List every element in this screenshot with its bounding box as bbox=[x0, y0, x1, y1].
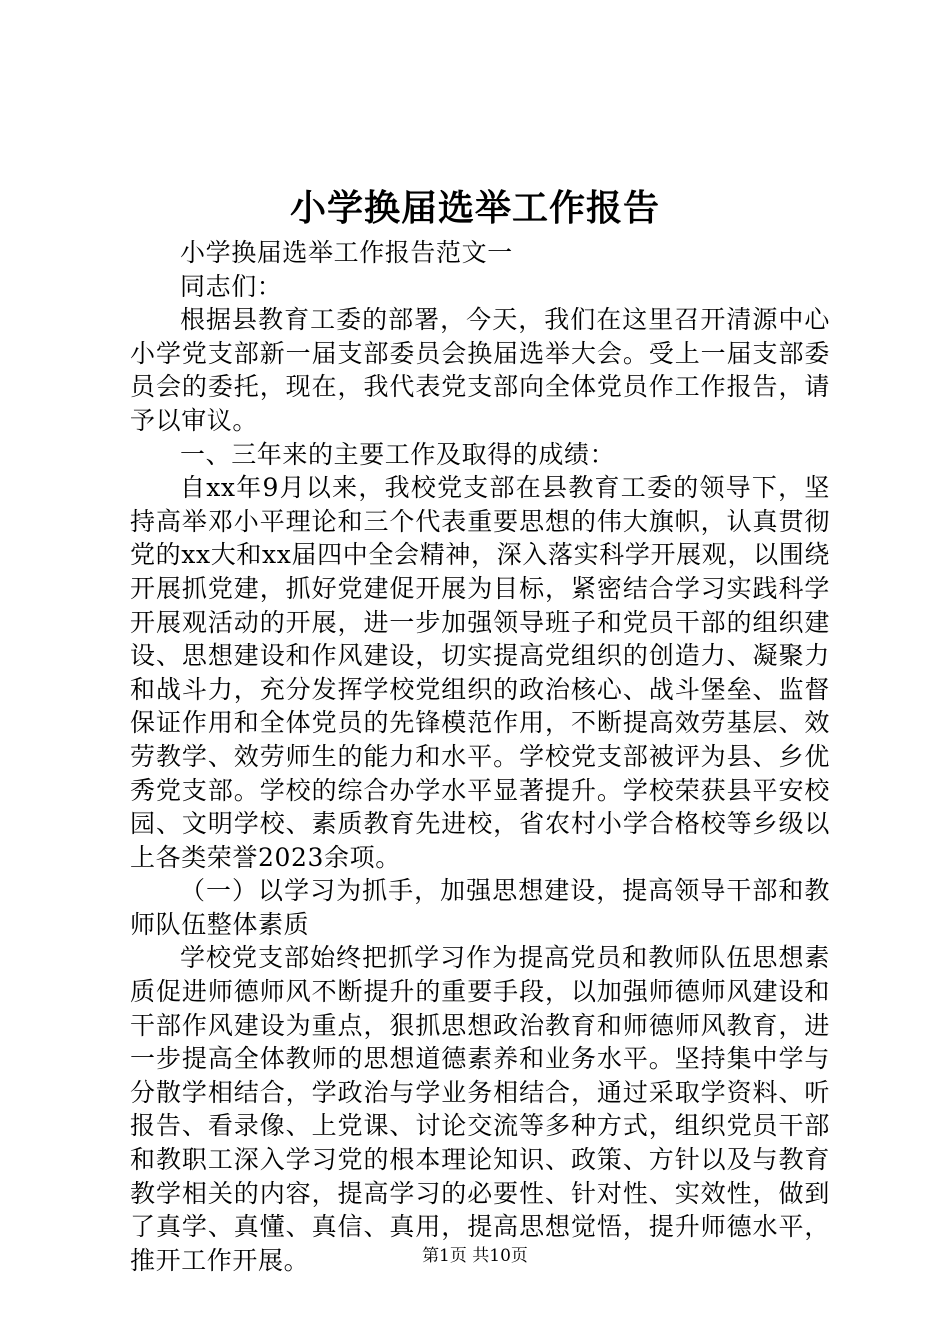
section-heading: 一、三年来的主要工作及取得的成绩： bbox=[180, 439, 616, 469]
document-title: 小学换届选举工作报告 bbox=[289, 187, 660, 229]
subtitle-paragraph: 小学换届选举工作报告范文一 bbox=[180, 238, 513, 267]
body-paragraph: 自xx年9月以来，我校党支部在县教育工委的领导下，坚持高举邓小平理论和三个代表重要思想的伟大旗帜，认真贯彻党的xx大和xx届四中全会精神，深入落实科学开展观，以围绕开展抓党建，抓好党建促开展为目标，紧密结合学习实践科学开展观活动的开展，进一步加强领导班子和党员干部的组织建设、思想建设和作风建设，切实提高党组织的创造力、凝聚力和战斗力，充分发挥学校党组织的政治核心、战斗堡垒、监督保证作用和全体党员的先锋模范作用，不断提高效劳基层、效劳教学、效劳师生的能力和水平。学校党支部被评为县、乡优秀党支部。学校的综合办学水平显著提升。学校荣获县平安校园、文明学校、素质教育先进校，省农村小学合格校等乡级以上各类荣誉2023余项。 bbox=[130, 473, 830, 872]
subsection-heading: （一）以学习为抓手，加强思想建设，提高领导干部和教师队伍整体素质 bbox=[130, 876, 830, 939]
page-footer: 第1页 共10页 bbox=[422, 1246, 528, 1266]
intro-paragraph: 根据县教育工委的部署，今天，我们在这里召开清源中心小学党支部新一届支部委员会换届选举大会。受上一届支部委员会的委托，现在，我代表党支部向全体党员作工作报告，请予以审议。 bbox=[130, 305, 830, 435]
document-body bbox=[130, 236, 830, 1277]
body-paragraph: 学校党支部始终把抓学习作为提高党员和教师队伍思想素质促进师德师风不断提升的重要手段，以加强师德师风建设和干部作风建设为重点，狠抓思想政治教育和师德师风教育，进一步提高全体教师的思想道德素养和业务水平。坚持集中学与分散学相结合，学政治与学业务相结合，通过采取学资料、听报告、看录像、上党课、讨论交流等多种方式，组织党员干部和教职工深入学习党的根本理论知识、政策、方针以及与教育教学相关的内容，提高学习的必要性、针对性、实效性，做到了真学、真懂、真信、真用，提高思想觉悟，提升师德水平，推开工作开展。 bbox=[130, 943, 830, 1275]
salutation-paragraph: 同志们： bbox=[180, 271, 283, 301]
